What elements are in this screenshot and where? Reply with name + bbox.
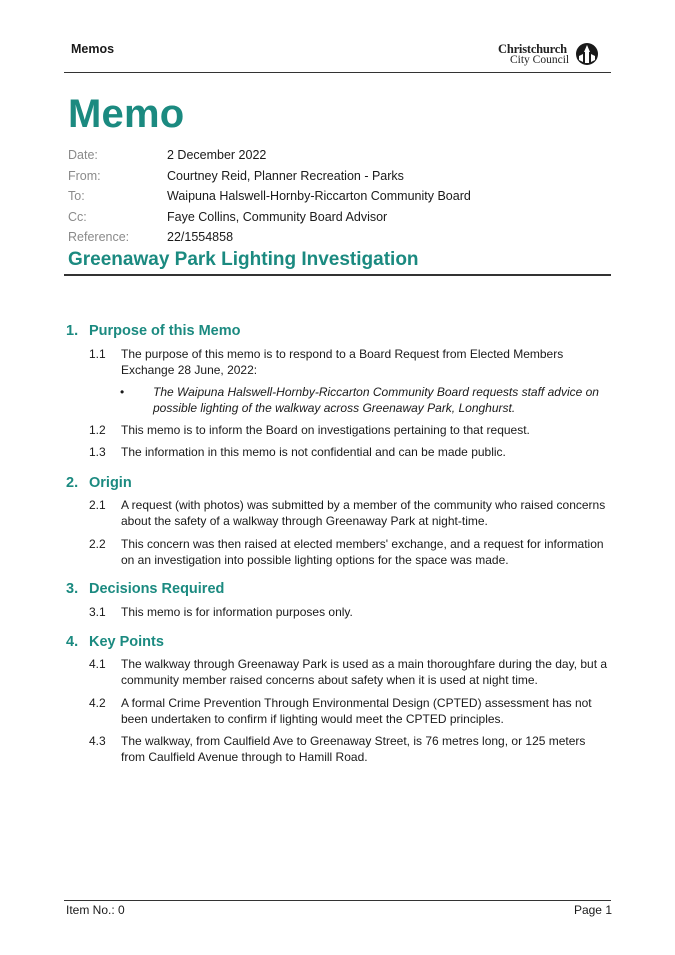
section-number: 4. [66,634,79,650]
meta-label: From: [68,168,101,183]
paragraph-text: This memo is to inform the Board on investigations pertaining to that request. [121,423,530,437]
meta-label: Date: [68,148,98,162]
meta-value: Courtney Reid, Planner Recreation - Parks [167,168,404,183]
header-label: Memos [71,42,115,56]
bullet-text: The Waipuna Halswell-Hornby-Riccarton Community Board requests staff advice on possible lighting of the walkway across Greenaway Park, Longhurst. [153,385,599,415]
subject-rule [64,274,611,276]
paragraph-text: A request (with photos) was submitted by a member of the community who raised concerns about the safety of a walkway through Greenaway Park at night-time. [121,498,606,528]
meta-row-cc [68,208,608,229]
section-heading [66,634,164,650]
paragraph-text: This concern was then raised at elected members' exchange, and a request for information on an investigation into possible lighting options for the space was made. [121,537,604,567]
section-heading [66,323,240,339]
section-number: 1. [66,323,79,339]
meta-value: Waipuna Halswell-Hornby-Riccarton Community Board [167,189,471,203]
footer-rule [64,900,611,901]
paragraph-text: A formal Crime Prevention Through Environmental Design (CPTED) assessment has not been undertaken to confirm if lighting would meet the CPTED principles. [121,696,592,726]
page-number: Page 1 [573,903,612,917]
paragraph-number: 1.2 [89,423,106,437]
meta-row-from [68,167,608,188]
meta-label: To: [68,189,85,203]
paragraph-number: 1.3 [89,445,106,459]
section-title: Key Points [89,634,164,650]
header-rule [64,72,611,73]
council-logo [498,42,608,68]
paragraph-text: The purpose of this memo is to respond to a Board Request from Elected Members Exchange 28 June, 2022: [121,347,564,377]
meta-label: Cc: [68,209,87,224]
memo-title: Memo [68,92,185,136]
paragraph-number: 4.1 [89,657,106,671]
paragraph-number: 3.1 [89,605,106,619]
section-title: Decisions Required [89,581,225,597]
meta-row-reference [68,228,608,249]
memo-subject: Greenaway Park Lighting Investigation [68,249,419,270]
paragraph-text: This memo is for information purposes only. [121,605,353,619]
paragraph-text: The information in this memo is not confidential and can be made public. [121,445,506,459]
item-number: Item No.: 0 [66,903,125,917]
cathedral-icon [575,42,599,66]
paragraph-text: The walkway, from Caulfield Ave to Greenaway Street, is 76 metres long, or 125 meters from Caulfield Avenue through to Hamill Road. [121,734,586,764]
paragraph-number: 4.3 [89,734,106,748]
meta-label: Reference: [68,230,130,244]
meta-row-to [68,187,608,208]
paragraph-number: 4.2 [89,696,106,710]
paragraph-number: 2.2 [89,537,106,551]
paragraph-text: The walkway through Greenaway Park is used as a main thoroughfare during the day, but a community member raised concerns about safety when it is used at night time. [121,657,608,687]
meta-value: 22/1554858 [167,230,234,244]
bullet-marker: • [120,385,125,399]
section-number: 3. [66,581,79,597]
logo-line-2: City Council [510,54,570,66]
section-title: Origin [89,475,132,491]
meta-value: 2 December 2022 [167,148,267,162]
meta-row-date [68,146,608,167]
section-title: Purpose of this Memo [89,323,241,339]
section-heading [66,581,224,597]
logo-line-1: Christchurch [498,42,567,56]
paragraph-number: 1.1 [89,347,106,361]
memo-metadata [68,146,608,249]
meta-value: Faye Collins, Community Board Advisor [167,209,388,224]
section-number: 2. [66,475,79,491]
paragraph-number: 2.1 [89,498,106,512]
section-heading [66,475,132,491]
